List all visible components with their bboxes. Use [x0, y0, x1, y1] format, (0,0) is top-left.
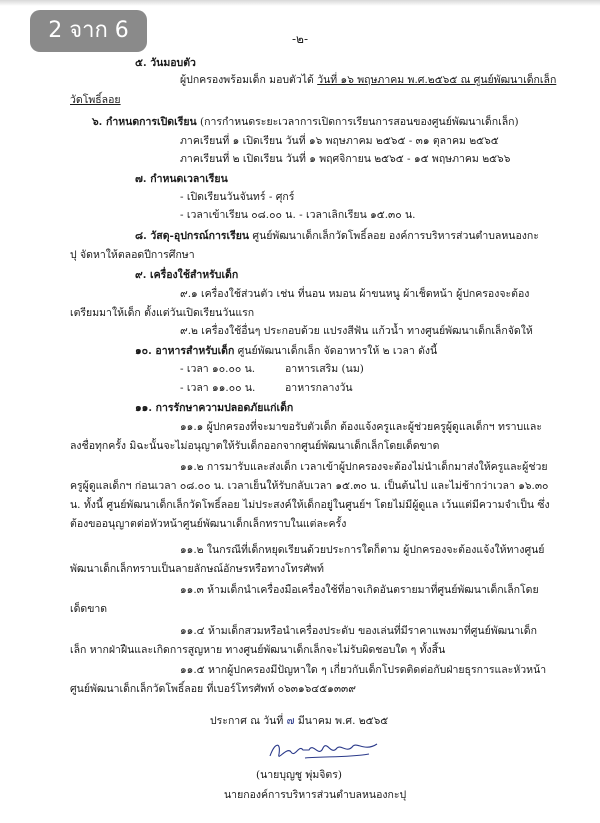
section-5-heading: ๕. วันมอบตัว — [135, 57, 196, 69]
signer-name: (นายบุญชู พุ่มจิตร) — [256, 769, 342, 781]
section-9-1-line-2: เตรียมมาให้เด็ก ตั้งแต่วันเปิดเรียนวันแรก — [70, 307, 255, 319]
meal-2-food: อาหารกลางวัน — [285, 382, 353, 394]
signer-title: นายกองค์การบริหารส่วนตำบลหนองกะปุ — [224, 789, 407, 801]
announcement-date — [210, 714, 388, 728]
section-10-text: ศูนย์พัฒนาเด็กเล็ก จัดอาหารให้ ๒ เวลา ดังนี้ — [234, 345, 438, 357]
section-10-line-1 — [135, 344, 437, 358]
rule-11-2b-line-2: พัฒนาเด็กเล็กทราบเป็นลายลักษณ์อักษรหรือทางโทรศัพท์ — [70, 563, 324, 575]
section-8-line-1 — [135, 229, 539, 243]
page-number: -๒- — [291, 32, 309, 46]
rule-11-4-line-2: เล็ก หากฝ่าฝืนและเกิดการสูญหาย ทางศูนย์พัฒนาเด็กเล็กจะไม่รับผิดชอบใด ๆ ทั้งสิ้น — [70, 644, 446, 656]
rule-11-2-line-2: ครูผู้ดูแลเด็กฯ ก่อนเวลา ๐๘.๐๐ น. เวลาเย็นให้รับกลับเวลา ๑๕.๓๐ น. เป็นต้นไป และไม่ช้ากว่าเวลา ๑๖.๓๐ — [70, 480, 549, 492]
section-9-1-line-1: ๙.๑ เครื่องใช้ส่วนตัว เช่น ที่นอน หมอน ผ้าขนหนู ผ้าเช็ดหน้า ผู้ปกครองจะต้อง — [180, 288, 530, 300]
meal-1-time: - เวลา ๑๐.๐๐ น. — [180, 363, 256, 375]
section-6-note: (การกำหนดระยะเวลาการเปิดการเรียนการสอนของศูนย์พัฒนาเด็กเล็ก) — [196, 116, 519, 128]
section-6-heading: ๖. กำหนดการเปิดเรียน — [92, 116, 197, 128]
announcement-day: ๗ — [286, 715, 295, 727]
section-5-text: ผู้ปกครองพร้อมเด็ก มอบตัวได้ — [180, 74, 318, 86]
rule-11-2-line-3: น. ทั้งนี้ ศูนย์พัฒนาเด็กเล็กวัดโพธิ์ลอย ไม่ประสงค์ให้เด็กอยู่ในศูนย์ฯ โดยไม่มีผู้ดูแล เว้นแต่มีความจำเป็น ซึ่ง — [70, 499, 550, 511]
announcement-month-year: มีนาคม พ.ศ. ๒๕๖๕ — [294, 715, 389, 727]
section-7-days: - เปิดเรียนวันจันทร์ - ศุกร์ — [180, 191, 295, 203]
section-9-2-line: ๙.๒ เครื่องใช้อื่นๆ ประกอบด้วย แปรงสีฟัน แก้วน้ำ ทางศูนย์พัฒนาเด็กเล็กจัดให้ — [180, 325, 533, 337]
announcement-prefix: ประกาศ ณ วันที่ — [210, 715, 287, 727]
section-8-line-2: ปุ จัดหาให้ตลอดปีการศึกษา — [70, 249, 195, 261]
section-6-heading-line — [92, 115, 519, 129]
section-11-heading: ๑๑. การรักษาความปลอดภัยแก่เด็ก — [135, 402, 294, 414]
page-top-edge — [0, 0, 600, 6]
term-2-line: ภาคเรียนที่ ๒ เปิดเรียน วันที่ ๑ พฤศจิกายน ๒๕๖๕ - ๑๕ พฤษภาคม ๒๕๖๖ — [180, 153, 511, 165]
rule-11-5-line-1: ๑๑.๕ หากผู้ปกครองมีปัญหาใด ๆ เกี่ยวกับเด็กโปรดติดต่อกับฝ่ายธุรการและหัวหน้า — [180, 664, 547, 676]
section-8-heading: ๘. วัสดุ-อุปกรณ์การเรียน — [135, 230, 250, 242]
rule-11-5-line-2: ศูนย์พัฒนาเด็กเล็กวัดโพธิ์ลอย ที่เบอร์โทรศัพท์ ๐๖๓๑๖๔๕๑๓๓๙ — [70, 683, 356, 695]
section-5-date-place: วันที่ ๑๖ พฤษภาคม พ.ศ.๒๕๖๕ ณ ศูนย์พัฒนาเด็กเล็ก — [317, 74, 557, 86]
section-5-line-2: วัดโพธิ์ลอย — [70, 94, 121, 106]
rule-11-1-line-2: ลงชื่อทุกครั้ง มิฉะนั้นจะไม่อนุญาตให้รับเด็กออกจากศูนย์พัฒนาเด็กเล็กโดยเด็ดขาด — [70, 440, 440, 452]
section-7-heading: ๗. กำหนดเวลาเรียน — [135, 173, 228, 185]
rule-11-1-line-1: ๑๑.๑ ผู้ปกครองที่จะมาขอรับตัวเด็ก ต้องแจ้งครูและผู้ช่วยครูผู้ดูแลเด็กฯ ทราบและ — [180, 421, 543, 433]
section-5-line-1 — [180, 73, 556, 87]
section-9-heading: ๙. เครื่องใช้สำหรับเด็ก — [135, 269, 239, 281]
section-10-heading: ๑๐. อาหารสำหรับเด็ก — [135, 345, 235, 357]
page-indicator-badge: 2 จาก 6 — [30, 10, 147, 52]
rule-11-2b-line-1: ๑๑.๒ ในกรณีที่เด็กหยุดเรียนด้วยประการใดก็ตาม ผู้ปกครองจะต้องแจ้งให้ทางศูนย์ — [180, 544, 545, 556]
section-8-text: ศูนย์พัฒนาเด็กเล็กวัดโพธิ์ลอย องค์การบริหารส่วนตำบลหนองกะ — [249, 230, 539, 242]
term-1-line: ภาคเรียนที่ ๑ เปิดเรียน วันที่ ๑๖ พฤษภาคม ๒๕๖๕ - ๓๑ ตุลาคม ๒๕๖๕ — [180, 135, 499, 147]
meal-1-food: อาหารเสริม (นม) — [285, 363, 364, 375]
rule-11-3-line-1: ๑๑.๓ ห้ามเด็กนำเครื่องมือเครื่องใช้ที่อาจเกิดอันตรายมาที่ศูนย์พัฒนาเด็กเล็กโดย — [180, 584, 539, 596]
section-7-hours: - เวลาเข้าเรียน ๐๘.๐๐ น. - เวลาเลิกเรียน ๑๕.๓๐ น. — [180, 209, 416, 221]
signature-image — [265, 736, 385, 766]
rule-11-3-line-2: เด็ดขาด — [70, 603, 108, 615]
rule-11-4-line-1: ๑๑.๔ ห้ามเด็กสวมหรือนำเครื่องประดับ ของเล่นที่มีราคาแพงมาที่ศูนย์พัฒนาเด็ก — [180, 625, 537, 637]
rule-11-2-line-1: ๑๑.๒ การมารับและส่งเด็ก เวลาเข้าผู้ปกครองจะต้องไม่นำเด็กมาส่งให้ครูและผู้ช่วย — [180, 461, 548, 473]
rule-11-2-line-4: ต้องขออนุญาตต่อหัวหน้าศูนย์พัฒนาเด็กเล็กทราบในแต่ละครั้ง — [70, 518, 347, 530]
meal-2-time: - เวลา ๑๑.๐๐ น. — [180, 382, 256, 394]
